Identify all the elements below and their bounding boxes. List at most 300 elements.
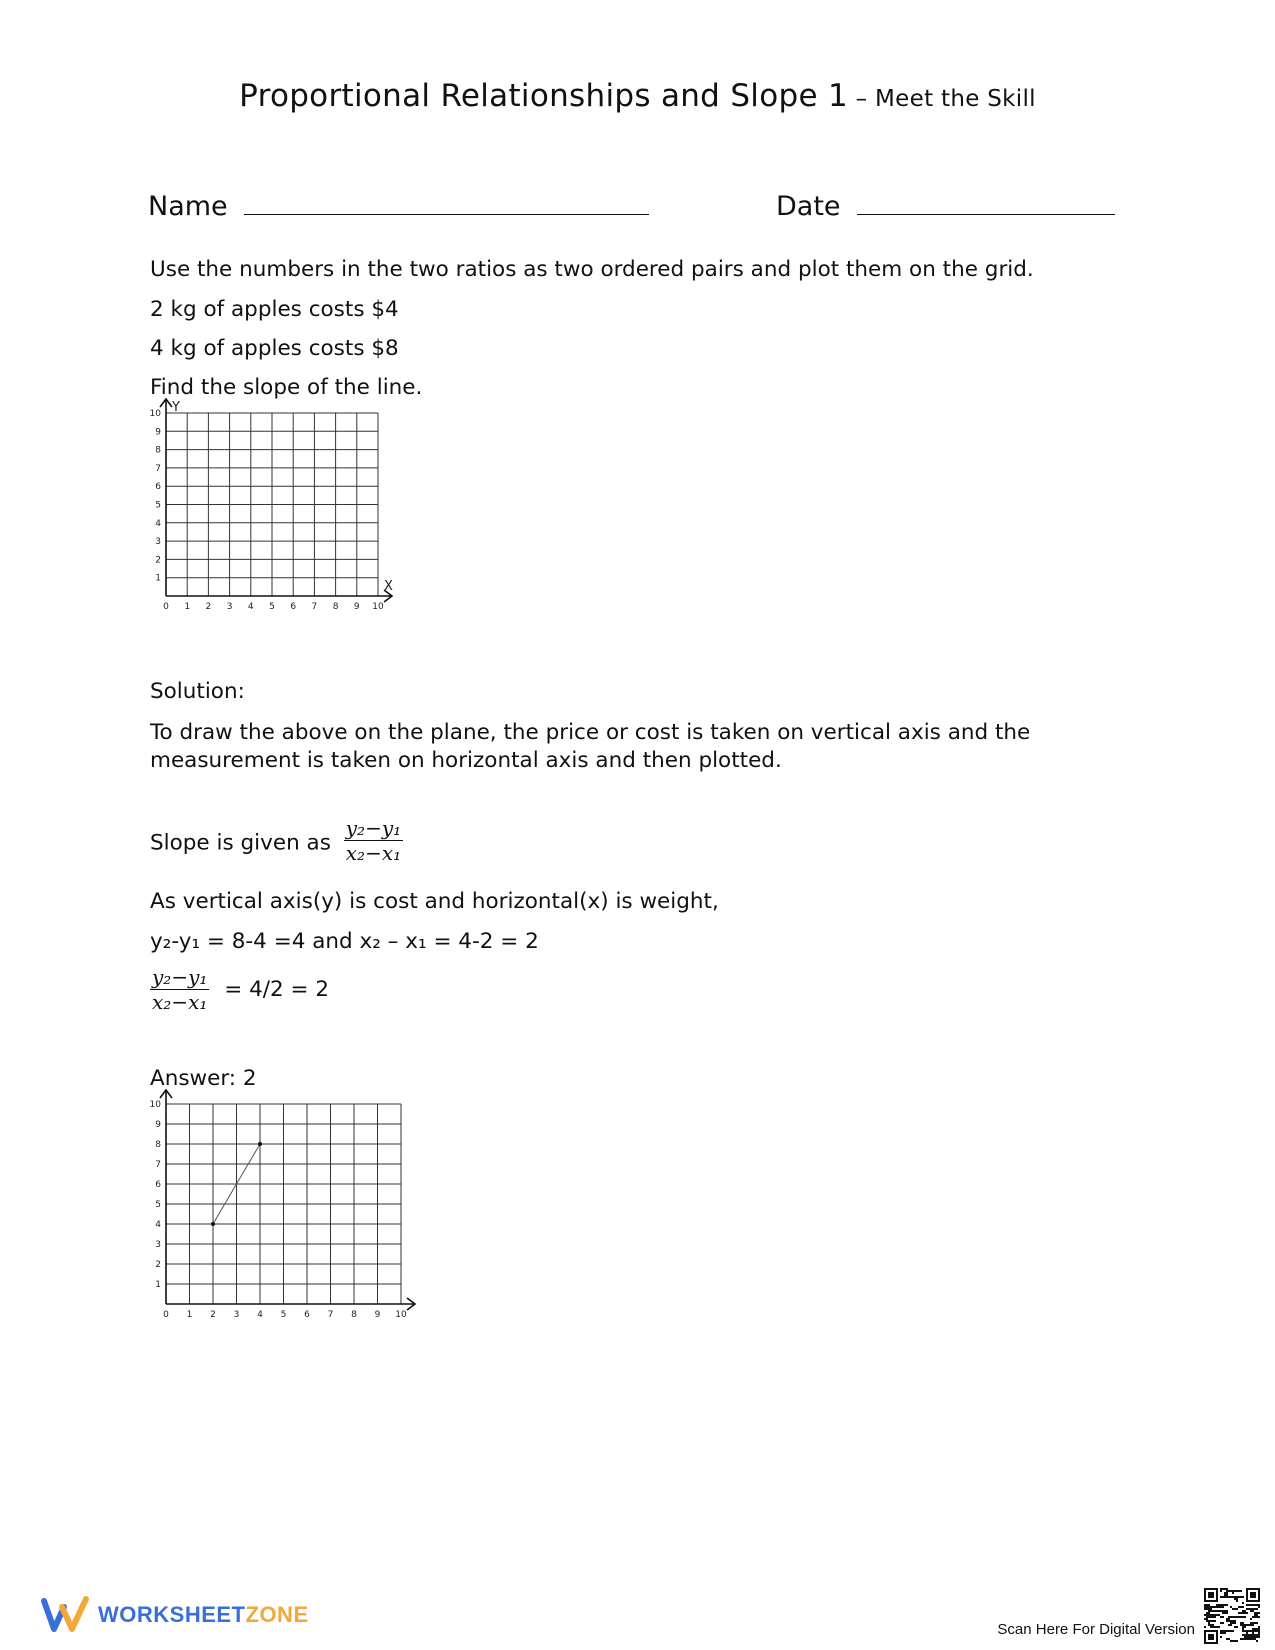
qr-module xyxy=(1226,1620,1228,1622)
qr-module xyxy=(1244,1616,1246,1618)
name-field xyxy=(148,188,649,222)
qr-module xyxy=(1230,1616,1232,1618)
qr-module xyxy=(1256,1636,1258,1638)
date-field xyxy=(776,188,1115,222)
qr-module xyxy=(1212,1614,1214,1616)
qr-module xyxy=(1232,1616,1234,1618)
qr-module xyxy=(1242,1596,1244,1598)
y-tick-label: 6 xyxy=(155,1180,161,1190)
qr-module xyxy=(1226,1594,1228,1596)
x-tick-label: 1 xyxy=(184,602,191,612)
qr-module xyxy=(1254,1628,1256,1630)
qr-module xyxy=(1244,1634,1246,1636)
qr-module xyxy=(1252,1630,1254,1632)
qr-module xyxy=(1208,1608,1210,1610)
qr-module xyxy=(1242,1628,1244,1630)
qr-module xyxy=(1246,1624,1248,1626)
qr-module xyxy=(1238,1590,1240,1592)
qr-module xyxy=(1206,1604,1208,1606)
qr-module xyxy=(1216,1606,1218,1608)
qr-module xyxy=(1242,1616,1244,1618)
qr-module xyxy=(1232,1596,1234,1598)
qr-module xyxy=(1256,1634,1258,1636)
qr-module xyxy=(1208,1604,1210,1606)
qr-module xyxy=(1234,1640,1236,1642)
qr-module xyxy=(1254,1636,1256,1638)
qr-module xyxy=(1230,1620,1232,1622)
qr-module xyxy=(1210,1614,1212,1616)
qr-module xyxy=(1214,1614,1216,1616)
y-tick-label: 1 xyxy=(155,573,161,584)
brand-name xyxy=(98,1602,309,1628)
qr-module xyxy=(1220,1590,1222,1592)
qr-module xyxy=(1206,1620,1208,1622)
qr-module xyxy=(1256,1604,1258,1606)
qr-module xyxy=(1258,1626,1260,1628)
qr-module xyxy=(1236,1626,1238,1628)
qr-module xyxy=(1258,1632,1260,1634)
qr-module xyxy=(1214,1606,1216,1608)
qr-module xyxy=(1254,1638,1256,1640)
calc-line: y₂-y₁ = 8-4 =4 and x₂ – x₁ = 4-2 = 2 xyxy=(150,929,539,954)
y-tick-label: 7 xyxy=(155,1160,161,1170)
qr-module xyxy=(1242,1624,1244,1626)
qr-module xyxy=(1210,1610,1212,1612)
answer-coordinate-grid xyxy=(146,1100,436,1342)
result-fraction-numerator: y₂−y₁ xyxy=(152,965,208,989)
x-tick-label: 8 xyxy=(351,1310,357,1320)
title-main: Proportional Relationships and Slope 1 xyxy=(239,78,849,114)
y-tick-label: 2 xyxy=(155,555,161,566)
qr-module xyxy=(1232,1640,1234,1642)
qr-module xyxy=(1254,1630,1256,1632)
qr-module xyxy=(1224,1612,1226,1614)
qr-module xyxy=(1256,1608,1258,1610)
slope-formula-line xyxy=(150,816,403,865)
qr-module xyxy=(1240,1624,1242,1626)
qr-module xyxy=(1246,1638,1248,1640)
qr-module xyxy=(1210,1626,1212,1628)
qr-module xyxy=(1246,1630,1248,1632)
qr-module xyxy=(1252,1628,1254,1630)
title-sub: – Meet the Skill xyxy=(848,86,1036,112)
qr-module xyxy=(1234,1622,1236,1624)
qr-module xyxy=(1250,1610,1252,1612)
empty-coordinate-grid xyxy=(146,400,406,638)
qr-module xyxy=(1256,1622,1258,1624)
qr-module xyxy=(1204,1614,1206,1616)
qr-module xyxy=(1230,1606,1232,1608)
qr-module xyxy=(1254,1608,1256,1610)
x-tick-label: 4 xyxy=(247,602,254,612)
qr-module xyxy=(1234,1620,1236,1622)
qr-module xyxy=(1220,1636,1222,1638)
qr-module xyxy=(1246,1632,1248,1634)
qr-module xyxy=(1244,1624,1246,1626)
qr-module xyxy=(1208,1624,1210,1626)
qr-module xyxy=(1238,1612,1240,1614)
qr-module xyxy=(1252,1608,1254,1610)
qr-module xyxy=(1226,1638,1228,1640)
qr-module xyxy=(1224,1594,1226,1596)
qr-module xyxy=(1244,1638,1246,1640)
qr-module xyxy=(1256,1612,1258,1614)
qr-module xyxy=(1230,1630,1232,1632)
qr-module xyxy=(1218,1606,1220,1608)
qr-module xyxy=(1220,1632,1222,1634)
qr-module xyxy=(1244,1630,1246,1632)
x-tick-label: 7 xyxy=(327,1310,334,1320)
qr-module xyxy=(1218,1604,1220,1606)
x-tick-label: 3 xyxy=(233,1310,240,1320)
qr-module xyxy=(1238,1606,1240,1608)
qr-module xyxy=(1250,1634,1252,1636)
x-tick-label: 5 xyxy=(280,1310,287,1320)
qr-module xyxy=(1220,1588,1222,1590)
qr-module xyxy=(1230,1622,1232,1624)
qr-module xyxy=(1252,1634,1254,1636)
qr-module xyxy=(1216,1626,1218,1628)
qr-module xyxy=(1252,1624,1254,1626)
qr-module xyxy=(1240,1638,1242,1640)
name-label: Name xyxy=(148,191,228,222)
qr-module xyxy=(1232,1620,1234,1622)
qr-module xyxy=(1252,1604,1254,1606)
qr-module xyxy=(1250,1624,1252,1626)
x-tick-label: 7 xyxy=(311,602,318,612)
fraction-numerator: y₂−y₁ xyxy=(345,816,402,840)
qr-module xyxy=(1238,1616,1240,1618)
qr-module xyxy=(1220,1610,1222,1612)
qr-module xyxy=(1212,1606,1214,1608)
qr-finder-core xyxy=(1208,1634,1214,1640)
result-value: = 4/2 = 2 xyxy=(224,976,330,1002)
qr-module xyxy=(1236,1598,1238,1600)
qr-module xyxy=(1246,1634,1248,1636)
qr-module xyxy=(1204,1604,1206,1606)
question-text: Find the slope of the line. xyxy=(150,375,423,400)
solution-heading: Solution: xyxy=(150,679,245,704)
y-tick-label: 7 xyxy=(155,463,161,474)
y-tick-label: 3 xyxy=(155,1240,161,1250)
qr-module xyxy=(1222,1596,1224,1598)
qr-module xyxy=(1238,1596,1240,1598)
qr-module xyxy=(1214,1610,1216,1612)
qr-module xyxy=(1244,1612,1246,1614)
qr-module xyxy=(1256,1630,1258,1632)
qr-module xyxy=(1254,1604,1256,1606)
ratio-1-text: 2 kg of apples costs $4 xyxy=(150,297,399,322)
qr-module xyxy=(1236,1596,1238,1598)
qr-module xyxy=(1250,1618,1252,1620)
worksheet-title xyxy=(0,78,1275,114)
qr-module xyxy=(1258,1636,1260,1638)
qr-module xyxy=(1254,1612,1256,1614)
qr-module xyxy=(1240,1596,1242,1598)
qr-module xyxy=(1224,1588,1226,1590)
x-tick-label: 8 xyxy=(332,602,339,612)
y-tick-label: 10 xyxy=(149,1100,161,1110)
qr-module xyxy=(1204,1606,1206,1608)
qr-module xyxy=(1206,1618,1208,1620)
logo-w-icon xyxy=(40,1597,92,1633)
qr-module xyxy=(1216,1614,1218,1616)
qr-module xyxy=(1244,1610,1246,1612)
qr-module xyxy=(1252,1610,1254,1612)
qr-module xyxy=(1230,1624,1232,1626)
qr-module xyxy=(1222,1612,1224,1614)
qr-module xyxy=(1246,1636,1248,1638)
slope-intro: Slope is given as xyxy=(150,830,331,856)
qr-module xyxy=(1250,1638,1252,1640)
qr-module xyxy=(1234,1596,1236,1598)
qr-module xyxy=(1250,1622,1252,1624)
qr-module xyxy=(1254,1622,1256,1624)
x-tick-label: 9 xyxy=(374,1310,381,1320)
qr-module xyxy=(1242,1638,1244,1640)
qr-module xyxy=(1212,1620,1214,1622)
qr-module xyxy=(1208,1616,1210,1618)
qr-module xyxy=(1250,1636,1252,1638)
qr-module xyxy=(1220,1616,1222,1618)
qr-module xyxy=(1248,1634,1250,1636)
qr-module xyxy=(1218,1614,1220,1616)
qr-module xyxy=(1232,1590,1234,1592)
qr-module xyxy=(1232,1608,1234,1610)
qr-module xyxy=(1222,1588,1224,1590)
qr-module xyxy=(1208,1622,1210,1624)
data-point xyxy=(211,1222,215,1226)
qr-module xyxy=(1208,1606,1210,1608)
qr-module xyxy=(1222,1632,1224,1634)
qr-module xyxy=(1206,1616,1208,1618)
name-blank xyxy=(244,188,649,215)
qr-module xyxy=(1252,1632,1254,1634)
x-tick-label: 6 xyxy=(304,1310,310,1320)
qr-module xyxy=(1258,1612,1260,1614)
qr-module xyxy=(1222,1616,1224,1618)
qr-module xyxy=(1234,1598,1236,1600)
qr-module xyxy=(1252,1616,1254,1618)
qr-module xyxy=(1254,1614,1256,1616)
qr-module xyxy=(1214,1620,1216,1622)
y-tick-label: 9 xyxy=(155,427,161,438)
qr-module xyxy=(1242,1622,1244,1624)
qr-module xyxy=(1218,1610,1220,1612)
qr-module xyxy=(1248,1624,1250,1626)
y-tick-label: 4 xyxy=(155,518,161,529)
x-tick-label: 10 xyxy=(395,1310,407,1320)
qr-finder-core xyxy=(1250,1592,1256,1598)
qr-module xyxy=(1256,1628,1258,1630)
brand-part-1: WORKSHEET xyxy=(98,1602,246,1627)
y-tick-label: 6 xyxy=(155,482,161,493)
qr-module xyxy=(1240,1616,1242,1618)
worksheetzone-logo[interactable] xyxy=(40,1593,309,1637)
qr-module xyxy=(1256,1616,1258,1618)
qr-module xyxy=(1210,1620,1212,1622)
slope-fraction xyxy=(344,816,403,865)
qr-module xyxy=(1230,1640,1232,1642)
scan-text: Scan Here For Digital Version xyxy=(997,1621,1195,1638)
qr-module xyxy=(1232,1622,1234,1624)
qr-module xyxy=(1248,1604,1250,1606)
qr-module xyxy=(1254,1616,1256,1618)
qr-module xyxy=(1240,1606,1242,1608)
qr-module xyxy=(1256,1640,1258,1642)
qr-module xyxy=(1236,1600,1238,1602)
qr-module xyxy=(1222,1630,1224,1632)
y-tick-label: 3 xyxy=(155,537,161,548)
qr-module xyxy=(1234,1590,1236,1592)
x-axis-label: X xyxy=(384,579,393,594)
qr-module xyxy=(1250,1630,1252,1632)
qr-module xyxy=(1236,1616,1238,1618)
qr-module xyxy=(1234,1616,1236,1618)
qr-module xyxy=(1226,1618,1228,1620)
qr-module xyxy=(1252,1622,1254,1624)
qr-module xyxy=(1242,1626,1244,1628)
x-tick-label: 5 xyxy=(269,602,275,612)
x-tick-label: 0 xyxy=(163,1310,169,1320)
y-tick-label: 2 xyxy=(155,1260,161,1270)
qr-module xyxy=(1224,1610,1226,1612)
qr-module xyxy=(1214,1616,1216,1618)
qr-module xyxy=(1236,1590,1238,1592)
qr-module xyxy=(1248,1638,1250,1640)
qr-module xyxy=(1224,1630,1226,1632)
qr-module xyxy=(1228,1620,1230,1622)
y-axis-label: Y xyxy=(172,400,180,415)
x-tick-label: 0 xyxy=(163,602,169,612)
x-tick-label: 1 xyxy=(186,1310,193,1320)
qr-module xyxy=(1246,1612,1248,1614)
x-tick-label: 10 xyxy=(372,602,384,612)
qr-module xyxy=(1248,1630,1250,1632)
qr-module xyxy=(1224,1592,1226,1594)
qr-module xyxy=(1226,1588,1228,1590)
qr-module xyxy=(1212,1626,1214,1628)
qr-module xyxy=(1252,1638,1254,1640)
qr-module xyxy=(1228,1624,1230,1626)
qr-module xyxy=(1204,1626,1206,1628)
qr-module xyxy=(1230,1596,1232,1598)
qr-module xyxy=(1258,1634,1260,1636)
qr-module xyxy=(1230,1590,1232,1592)
qr-module xyxy=(1258,1604,1260,1606)
qr-module xyxy=(1224,1604,1226,1606)
qr-module xyxy=(1252,1636,1254,1638)
qr-module xyxy=(1214,1626,1216,1628)
qr-module xyxy=(1210,1624,1212,1626)
qr-code-icon[interactable] xyxy=(1204,1588,1260,1644)
y-tick-label: 8 xyxy=(155,445,161,456)
result-fraction-denominator: x₂−x₁ xyxy=(152,990,208,1014)
qr-module xyxy=(1206,1614,1208,1616)
qr-module xyxy=(1242,1612,1244,1614)
qr-module xyxy=(1232,1592,1234,1594)
qr-module xyxy=(1222,1606,1224,1608)
qr-module xyxy=(1220,1596,1222,1598)
qr-finder-core xyxy=(1208,1592,1214,1598)
qr-module xyxy=(1210,1606,1212,1608)
y-tick-label: 8 xyxy=(155,1140,161,1150)
qr-module xyxy=(1222,1622,1224,1624)
qr-module xyxy=(1234,1626,1236,1628)
y-tick-label: 5 xyxy=(155,1200,161,1210)
qr-module xyxy=(1222,1604,1224,1606)
instruction-text: Use the numbers in the two ratios as two ordered pairs and plot them on the grid. xyxy=(150,257,1034,282)
qr-module xyxy=(1222,1610,1224,1612)
result-fraction xyxy=(150,965,209,1014)
qr-module xyxy=(1242,1606,1244,1608)
qr-module xyxy=(1224,1632,1226,1634)
x-tick-label: 4 xyxy=(257,1310,263,1320)
qr-module xyxy=(1234,1608,1236,1610)
qr-module xyxy=(1244,1626,1246,1628)
qr-module xyxy=(1226,1610,1228,1612)
qr-module xyxy=(1216,1610,1218,1612)
qr-module xyxy=(1228,1590,1230,1592)
data-point xyxy=(258,1142,262,1146)
y-tick-label: 1 xyxy=(155,1280,161,1290)
qr-module xyxy=(1242,1602,1244,1604)
qr-module xyxy=(1240,1622,1242,1624)
qr-module xyxy=(1240,1590,1242,1592)
qr-module xyxy=(1248,1636,1250,1638)
qr-module xyxy=(1258,1630,1260,1632)
qr-module xyxy=(1226,1592,1228,1594)
qr-module xyxy=(1212,1610,1214,1612)
brand-part-2: ZONE xyxy=(245,1602,309,1627)
qr-module xyxy=(1226,1604,1228,1606)
y-tick-label: 10 xyxy=(149,409,161,419)
qr-module xyxy=(1210,1608,1212,1610)
qr-module xyxy=(1212,1616,1214,1618)
qr-module xyxy=(1226,1596,1228,1598)
qr-module xyxy=(1204,1618,1206,1620)
qr-module xyxy=(1228,1596,1230,1598)
qr-module xyxy=(1242,1634,1244,1636)
qr-module xyxy=(1236,1608,1238,1610)
answer-text: Answer: 2 xyxy=(150,1066,257,1091)
x-tick-label: 2 xyxy=(205,602,212,612)
solution-paragraph: To draw the above on the plane, the price or cost is taken on vertical axis and the measurement is taken on horizontal axis and then plotted. xyxy=(150,720,1031,773)
qr-module xyxy=(1240,1612,1242,1614)
qr-module xyxy=(1258,1616,1260,1618)
y-tick-label: 4 xyxy=(155,1220,161,1230)
qr-module xyxy=(1208,1614,1210,1616)
qr-module xyxy=(1216,1604,1218,1606)
qr-module xyxy=(1206,1612,1208,1614)
qr-module xyxy=(1258,1606,1260,1608)
x-tick-label: 2 xyxy=(210,1310,216,1320)
qr-module xyxy=(1220,1622,1222,1624)
date-blank xyxy=(857,188,1115,215)
x-tick-label: 9 xyxy=(353,602,360,612)
y-tick-label: 5 xyxy=(155,500,161,511)
qr-module xyxy=(1248,1608,1250,1610)
qr-module xyxy=(1208,1620,1210,1622)
qr-module xyxy=(1208,1612,1210,1614)
qr-module xyxy=(1210,1616,1212,1618)
qr-module xyxy=(1254,1634,1256,1636)
qr-module xyxy=(1226,1630,1228,1632)
qr-module xyxy=(1246,1608,1248,1610)
qr-module xyxy=(1242,1610,1244,1612)
qr-module xyxy=(1220,1604,1222,1606)
qr-module xyxy=(1236,1640,1238,1642)
